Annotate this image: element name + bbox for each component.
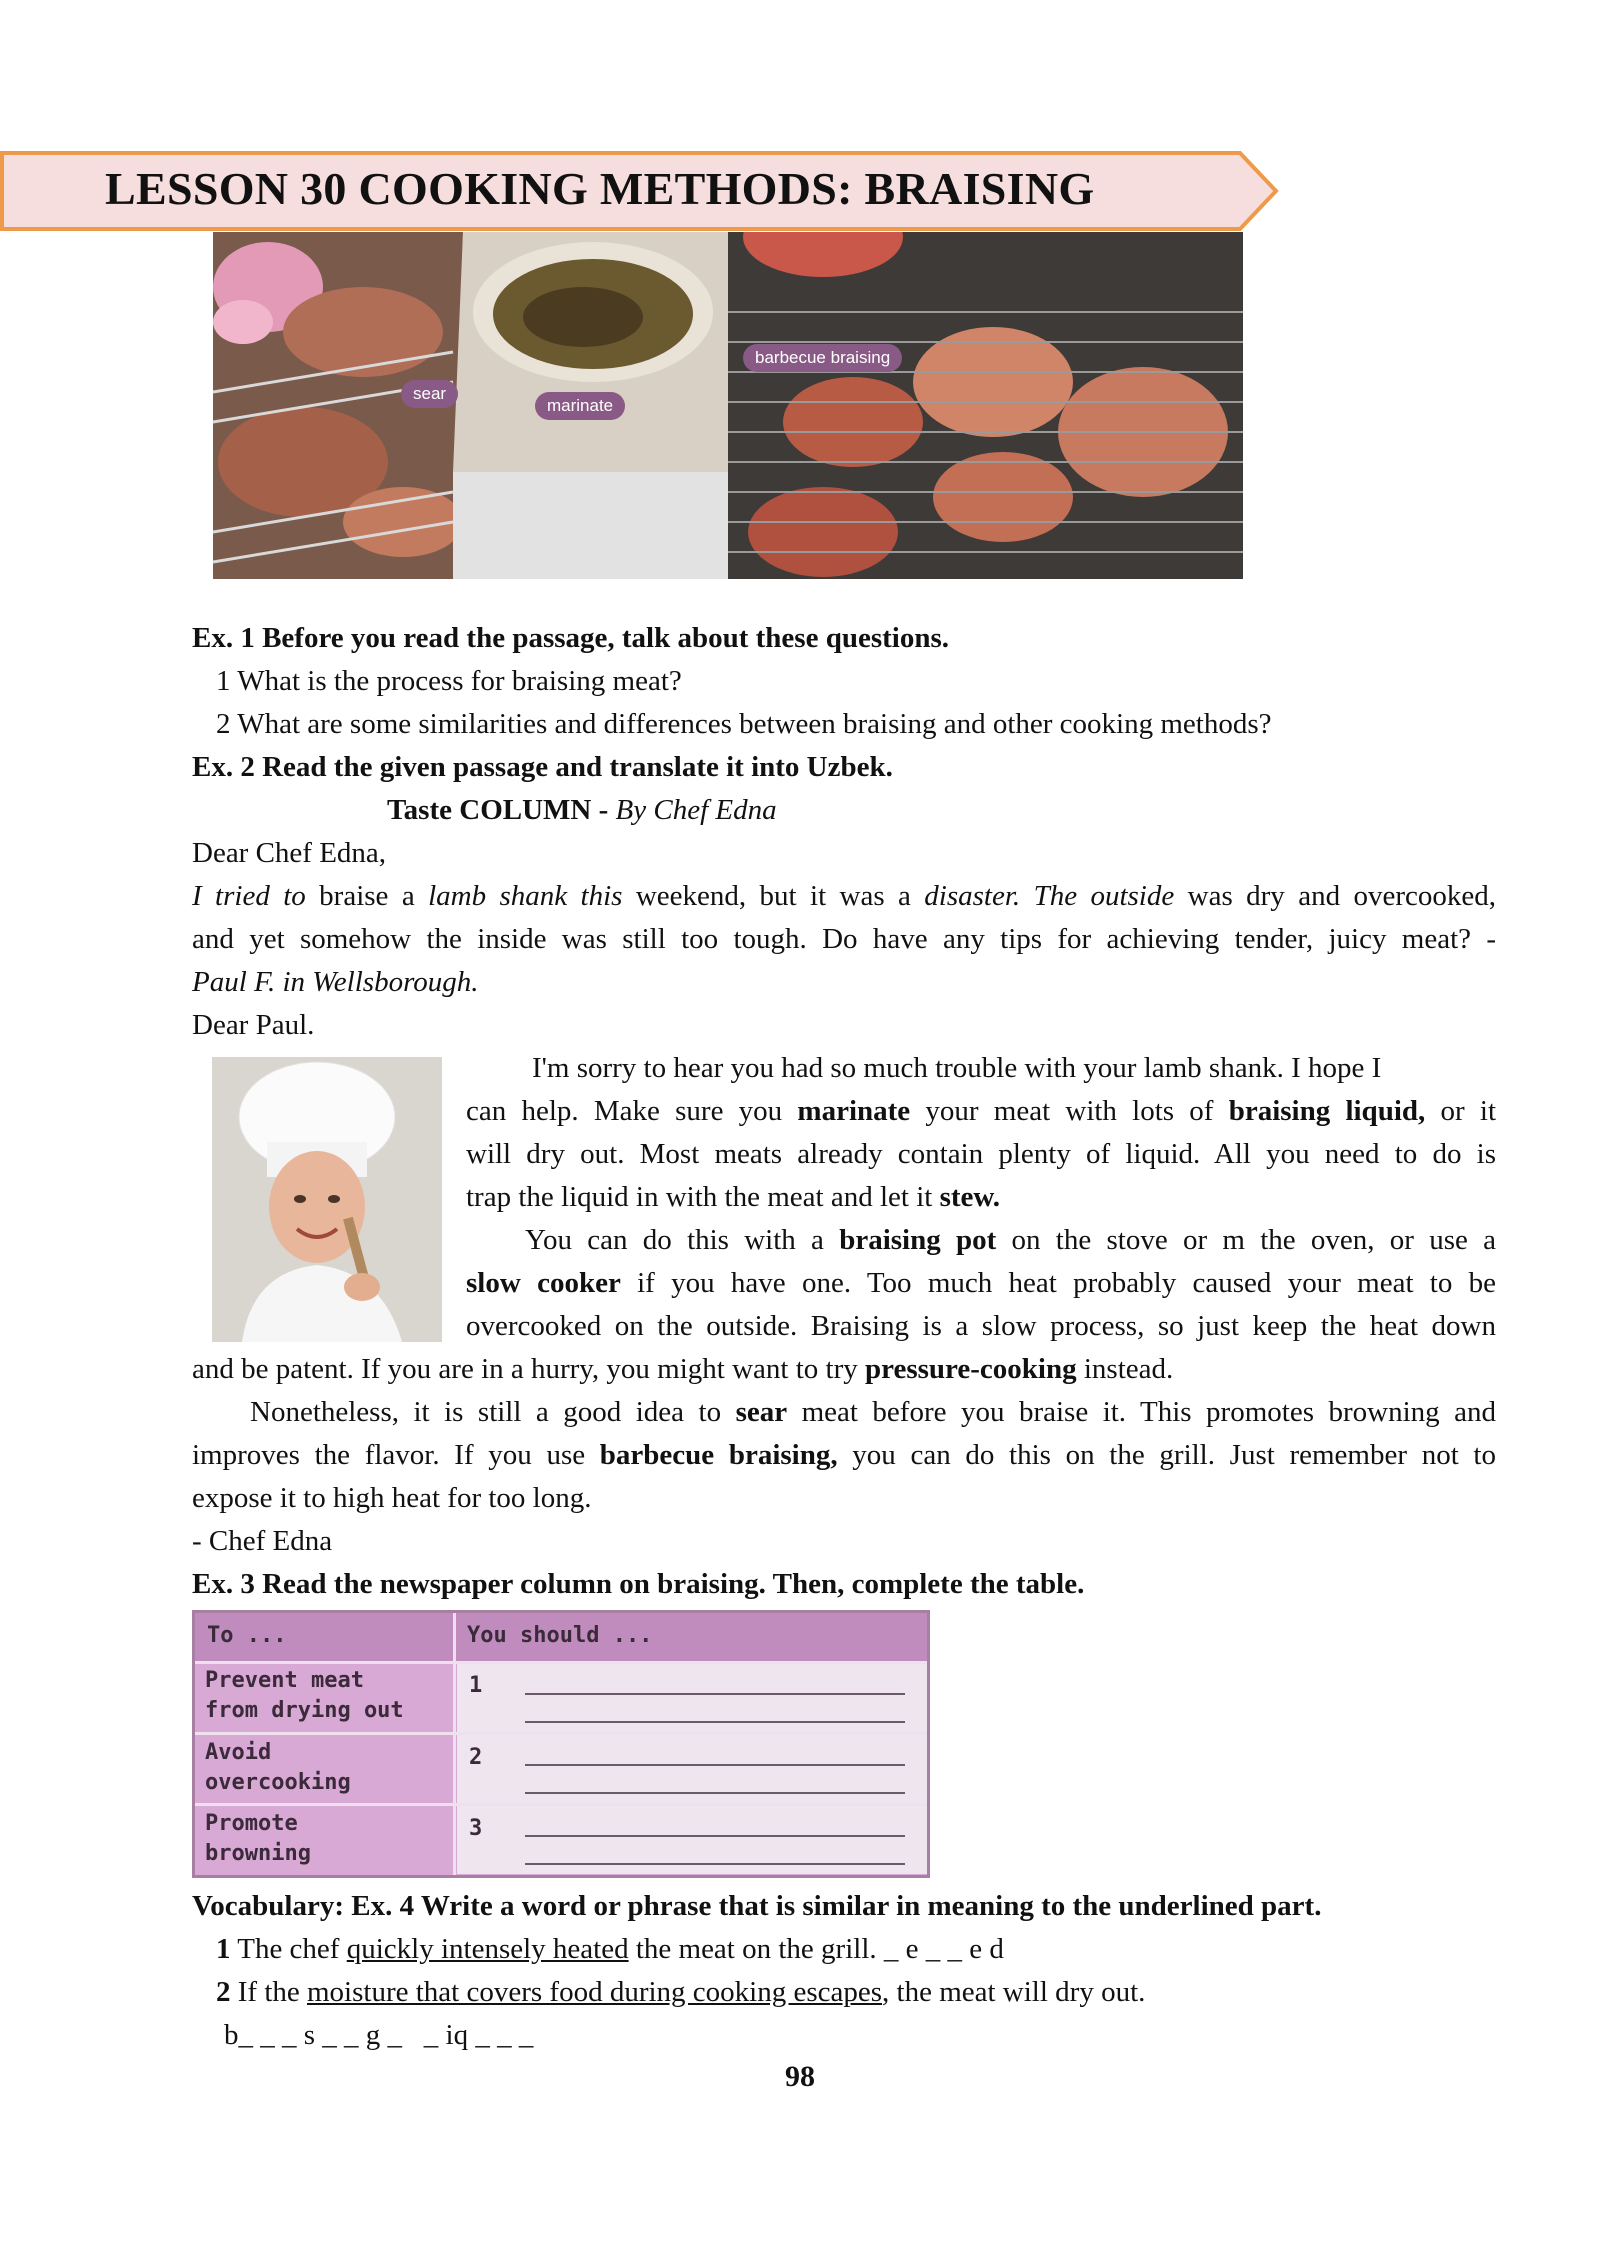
- reply-p3-line-3: expose it to high heat for too long.: [192, 1482, 592, 1514]
- reply-p2-line-4: [192, 1348, 1173, 1391]
- reply-seg: your meat with lots of: [910, 1095, 1229, 1127]
- reply-seg: Nonetheless, it is still a good idea to: [250, 1396, 736, 1428]
- reply-seg: you can do this on the grill. Just remember not to: [837, 1439, 1496, 1471]
- ex4-underlined: moisture that covers food during cooking escapes: [307, 1976, 883, 2008]
- reply-signoff: - Chef Edna: [192, 1525, 333, 1557]
- chef-illustration: [212, 1057, 442, 1342]
- reply-p1-line-3: will dry out. Most meats already contain plenty of liquid. All you need to do is: [466, 1138, 1496, 1170]
- ex4-seg: the meat on the grill. _ e _ _ e d: [628, 1933, 1004, 1965]
- reply-seg: improves the flavor. If you use: [192, 1439, 600, 1471]
- answer-line: [525, 1792, 905, 1794]
- reply-seg: and be patent. If you are in a hurry, you might want to try: [192, 1353, 865, 1385]
- reply-term-braising-liquid: braising liquid,: [1228, 1095, 1426, 1127]
- table-row-divider: [195, 1661, 927, 1664]
- reply-p2-line-2: [466, 1262, 1496, 1305]
- reply-term-slow-cooker: slow cooker: [466, 1267, 621, 1299]
- column-title-text: Taste COLUMN -: [387, 794, 609, 826]
- reply-p3-line-1: [250, 1391, 1496, 1434]
- table-row-number: 1: [469, 1673, 483, 1698]
- letter-signature: Paul F. in Wellsborough.: [192, 966, 479, 998]
- letter-line-1: [192, 875, 1496, 918]
- ex4-item-2: [216, 1971, 1145, 2014]
- ex4-underlined: quickly intensely heated: [346, 1933, 629, 1965]
- reply-seg: or it: [1425, 1095, 1496, 1127]
- table-header-to: To ...: [207, 1623, 287, 1648]
- braising-table: [192, 1610, 930, 1878]
- ex2-heading: Ex. 2 Read the given passage and translate it into Uzbek.: [192, 751, 893, 783]
- ex3-heading: Ex. 3 Read the newspaper column on braising. Then, complete the table.: [192, 1568, 1085, 1600]
- cooking-photos: [213, 232, 1243, 579]
- ex4-heading: Vocabulary: Ex. 4 Write a word or phrase that is similar in meaning to the underlined part.: [192, 1890, 1322, 1922]
- ex4-hint-2: b_ _ _ s _ _ g _ _ iq _ _ _: [224, 2019, 534, 2051]
- column-byline: By Chef Edna: [615, 794, 777, 826]
- table-row-label: overcooking: [205, 1770, 351, 1795]
- table-row-label: Prevent meat: [205, 1668, 364, 1693]
- reply-p2-line-3: overcooked on the outside. Braising is a slow process, so just keep the heat down: [466, 1310, 1496, 1342]
- table-row-divider: [195, 1803, 927, 1806]
- answer-line: [525, 1721, 905, 1723]
- column-title: [387, 789, 777, 832]
- ex4-seg: The chef: [230, 1933, 347, 1965]
- answer-line: [525, 1693, 905, 1695]
- table-row-number: 2: [469, 1745, 483, 1770]
- ex4-item-number: 2: [216, 1976, 231, 2008]
- reply-term-barbecue-braising: barbecue braising,: [599, 1439, 838, 1471]
- reply-term-sear: sear: [735, 1396, 788, 1428]
- letter-l1-seg: disaster. The outside: [924, 880, 1175, 912]
- reply-seg: instead.: [1076, 1353, 1174, 1385]
- answer-line: [525, 1835, 905, 1837]
- reply-seg: trap the liquid in with the meat and let it: [466, 1181, 940, 1213]
- reply-seg: meat before you braise it. This promotes browning and: [787, 1396, 1496, 1428]
- letter-l1-seg: braise a: [305, 880, 429, 912]
- reply-p1-line-4: [466, 1176, 1000, 1219]
- reply-greeting: Dear Paul.: [192, 1009, 315, 1041]
- reply-p1-line-1: I'm sorry to hear you had so much trouble with your lamb shank. I hope I: [532, 1052, 1382, 1084]
- reply-term-marinate: marinate: [797, 1095, 911, 1127]
- photo-label-barbecue-braising: barbecue braising: [743, 344, 902, 372]
- table-row-number: 3: [469, 1816, 483, 1841]
- ex4-seg: , the meat will dry out.: [882, 1976, 1146, 2008]
- answer-line: [525, 1863, 905, 1865]
- ex4-item-1: [216, 1928, 1004, 1971]
- ex4-seg: If the: [230, 1976, 307, 2008]
- table-row-divider: [195, 1732, 927, 1735]
- reply-term-pressure-cooking: pressure-cooking: [865, 1353, 1077, 1385]
- answer-line: [525, 1764, 905, 1766]
- photo-label-marinate: marinate: [535, 392, 625, 420]
- reply-p1-line-2: [466, 1090, 1496, 1133]
- page-number: 98: [785, 2060, 815, 2093]
- letter-l1-seg: weekend, but it was a: [622, 880, 925, 912]
- reply-p3-line-2: [192, 1434, 1496, 1477]
- table-row-label: from drying out: [205, 1698, 404, 1723]
- ex1-question-2: 2 What are some similarities and differences between braising and other cooking methods?: [216, 708, 1272, 740]
- table-header-you-should: You should ...: [467, 1623, 653, 1648]
- reply-seg: if you have one. Too much heat probably caused your meat to be: [620, 1267, 1497, 1299]
- photo-label-sear: sear: [401, 380, 458, 408]
- letter-greeting: Dear Chef Edna,: [192, 837, 387, 869]
- cooking-photos-illustration: [213, 232, 1243, 579]
- ex1-heading: Ex. 1 Before you read the passage, talk about these questions.: [192, 622, 950, 654]
- reply-seg: can help. Make sure you: [466, 1095, 798, 1127]
- letter-l1-seg: lamb shank this: [428, 880, 623, 912]
- lesson-title: LESSON 30 COOKING METHODS: BRAISING: [105, 163, 1095, 214]
- letter-line-2: and yet somehow the inside was still too tough. Do have any tips for achieving tender, juicy meat? -: [192, 923, 1496, 955]
- reply-p2-line-1: [525, 1219, 1496, 1262]
- reply-term-stew: stew.: [939, 1181, 1000, 1213]
- reply-term-braising-pot: braising pot: [839, 1224, 997, 1256]
- ex1-question-1: 1 What is the process for braising meat?: [216, 665, 682, 697]
- reply-seg: on the stove or m the oven, or use a: [996, 1224, 1496, 1256]
- table-row-label: Avoid: [205, 1740, 272, 1765]
- letter-l1-seg: was dry and overcooked,: [1174, 880, 1496, 912]
- table-column-divider: [453, 1613, 456, 1875]
- letter-l1-seg: I tried to: [192, 880, 306, 912]
- table-row-label: browning: [205, 1841, 311, 1866]
- reply-seg: You can do this with a: [525, 1224, 840, 1256]
- ex4-item-number: 1: [216, 1933, 231, 1965]
- chef-photo: [212, 1057, 442, 1342]
- table-row-label: Promote: [205, 1811, 298, 1836]
